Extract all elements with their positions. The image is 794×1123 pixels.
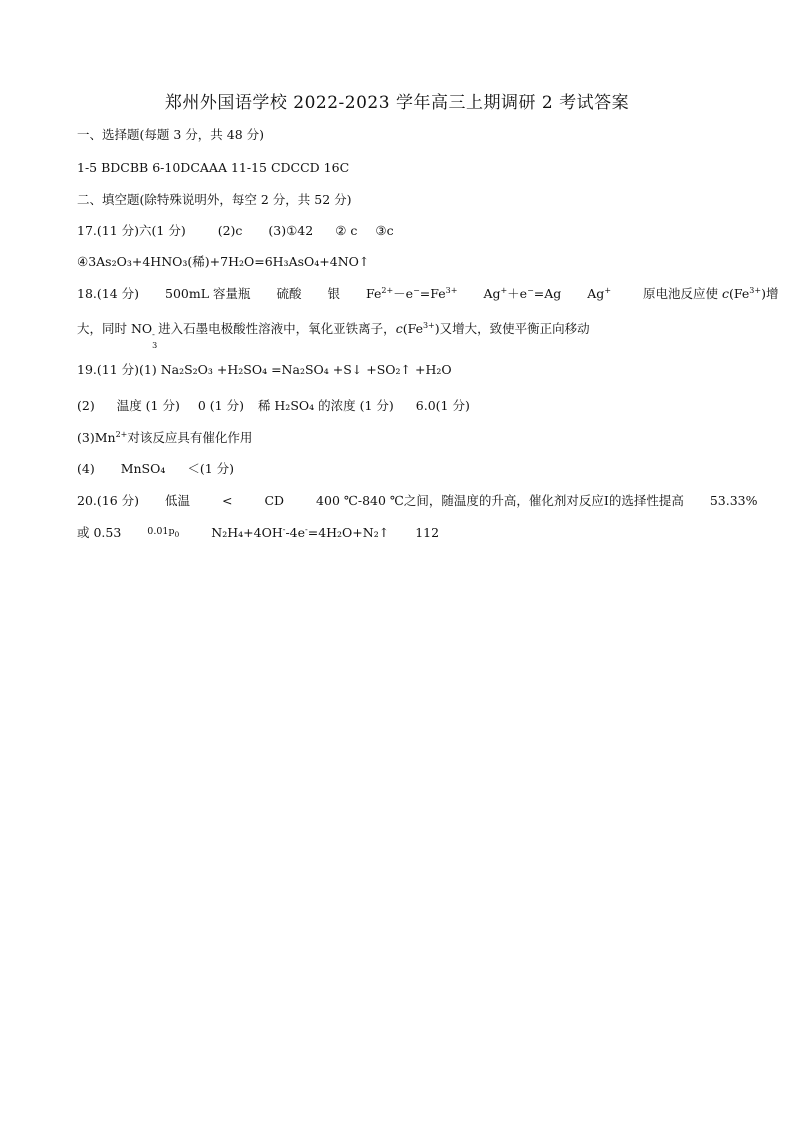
q20-cd: CD	[264, 493, 285, 508]
q19-temperature: 温度 (1 分)	[116, 398, 180, 413]
q18-answer-g: 原电池反应使 $c(Fe^{3+})$增	[643, 285, 779, 301]
q19-concentration: 稀 H₂SO₄ 的浓度 (1 分)	[257, 398, 394, 413]
q18-answer-a: 500mL 容量瓶	[165, 286, 251, 301]
q20-line1	[77, 492, 758, 510]
q17-part1: 17.(11 分)六(1 分)	[77, 223, 186, 238]
q18-answer-c: 银	[327, 286, 340, 301]
q20-pressure: $^{0.01p}$0	[147, 526, 180, 539]
q19-part4-label: (4)	[77, 461, 95, 476]
q19-line2	[77, 397, 470, 415]
q20-less-than: <	[222, 493, 233, 508]
q18-answer-b: 硫酸	[276, 286, 302, 301]
q18-label: 18.(14 分)	[77, 286, 140, 301]
q20-explanation: 400 ℃-840 ℃之间，随温度的升高，催化剂对反应Ⅰ的选择性提高	[316, 493, 684, 508]
q19-line4	[77, 460, 234, 478]
q20-equation: N₂H₄+4OH--4e-=4H₂O+N₂↑	[211, 524, 390, 540]
section2-heading: 二、填空题(除特殊说明外，每空 2 分，共 52 分)	[77, 192, 352, 207]
q17-line1	[77, 222, 394, 240]
q20-line2	[77, 524, 439, 544]
q18-line1	[77, 285, 778, 303]
choice-answers: 1-5 BDCBB 6-10DCAAA 11-15 CDCCD 16C	[77, 160, 350, 175]
q17-part4: ② c	[335, 223, 358, 238]
q17-part5: ③c	[375, 223, 394, 238]
page-title: 郑州外国语学校 2022-2023 学年高三上期调研 2 考试答案	[164, 93, 630, 113]
q20-volume: 112	[415, 525, 440, 540]
q18-line2: 大，同时 NO - 3 进入石墨电极酸性溶液中，氧化亚铁离子，$c(Fe^{3+})$又增大，致使平衡正向移动	[77, 320, 590, 350]
q19-line3: $(3)Mn^{2+}$对该反应具有催化作用	[77, 429, 253, 445]
q19-zero: 0 (1 分)	[197, 398, 244, 413]
q20-decimal: 或 0.53	[77, 525, 122, 540]
q20-percent: 53.33%	[709, 493, 758, 508]
q17-part3: (3)①42	[268, 223, 314, 238]
section1-heading: 一、选择题(每题 3 分，共 48 分)	[77, 127, 265, 142]
q20-label: 20.(16 分)	[77, 493, 140, 508]
q19-mnso4: MnSO₄	[120, 461, 166, 476]
q17-line2: ④3As₂O₃+4HNO₃(稀)+7H₂O=6H₃AsO₄+4NO↑	[77, 254, 370, 269]
q18-answer-d: $Fe^{2+}-e^-=Fe^{3+}$	[365, 285, 458, 301]
q17-part2: (2)c	[217, 223, 243, 238]
q19-part2-label: (2)	[77, 398, 95, 413]
q18-answer-e: Ag+＋e−=Ag	[483, 285, 562, 301]
q18-answer-f: Ag+	[587, 285, 612, 301]
q19-less-than: ＜(1 分)	[187, 461, 235, 476]
q19-line1: 19.(11 分)(1) Na₂S₂O₃ +H₂SO₄ =Na₂SO₄ +S↓ +SO₂↑ +H₂O	[77, 362, 452, 377]
q19-value: 6.0(1 分)	[415, 398, 470, 413]
q20-low-temp: 低温	[165, 493, 191, 508]
